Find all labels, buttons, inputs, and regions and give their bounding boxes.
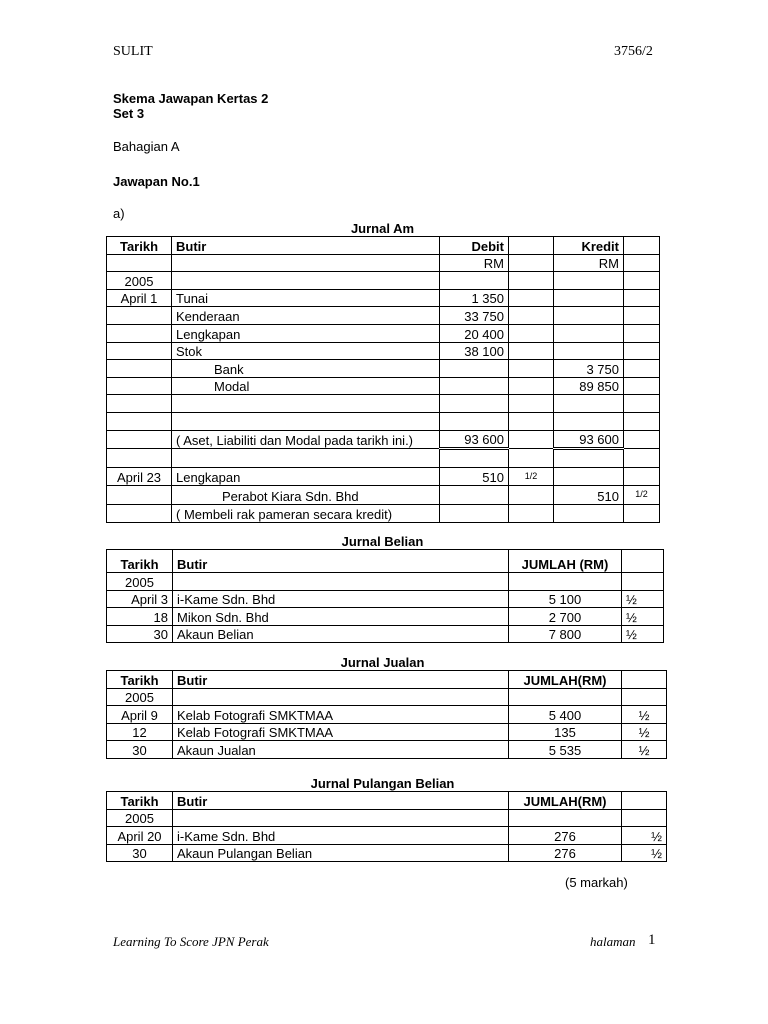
footer-left: Learning To Score JPN Perak (113, 934, 269, 949)
table-row (107, 430, 660, 449)
col-tarikh: Tarikh (107, 792, 173, 810)
year-cell: 2005 (107, 809, 173, 827)
cell-butir: Kelab Fotografi SMKTMAA (173, 723, 509, 741)
col-jumlah: JUMLAH(RM) (509, 671, 622, 689)
cell-kredit (554, 307, 624, 325)
col-jumlah: JUMLAH(RM) (509, 792, 622, 810)
cell-debit (440, 360, 509, 378)
cell-butir: Akaun Jualan (173, 741, 509, 759)
cell-kredit: 89 850 (554, 377, 624, 395)
cell-tarikh: 12 (107, 723, 173, 741)
footer-page-number: 1 (648, 932, 656, 948)
question-label: Jawapan No.1 (113, 174, 200, 189)
cell-tarikh: April 20 (107, 827, 173, 845)
table-row (107, 625, 664, 643)
cell-jumlah: 135 (509, 723, 622, 741)
cell-debit: 1 350 (440, 289, 509, 307)
cell-butir: Stok (172, 342, 440, 360)
table-header-row (107, 671, 667, 689)
cell-butir: Tunai (172, 289, 440, 307)
cell-debit: 33 750 (440, 307, 509, 325)
cell-mark: ½ (622, 625, 664, 643)
table-row (107, 254, 660, 272)
col-butir: Butir (172, 237, 440, 255)
cell-kredit (554, 342, 624, 360)
table-row (107, 688, 667, 706)
cell-butir: Lengkapan (172, 467, 440, 486)
cell-butir: i-Kame Sdn. Bhd (173, 590, 509, 608)
cell-tarikh: 18 (107, 608, 173, 626)
table-row (107, 272, 660, 290)
jurnal-jualan-table (106, 670, 667, 759)
cell-tarikh: 30 (107, 844, 173, 862)
cell-butir: i-Kame Sdn. Bhd (173, 827, 509, 845)
jurnal-pulangan-table (106, 791, 667, 862)
cell-butir: Akaun Pulangan Belian (173, 844, 509, 862)
table-row (107, 827, 667, 845)
cell-butir: Kenderaan (172, 307, 440, 325)
year-cell: 2005 (107, 688, 173, 706)
col-tarikh: Tarikh (107, 671, 173, 689)
cell-mark: ½ (622, 844, 667, 862)
cell-jumlah: 5 535 (509, 741, 622, 759)
cell-jumlah: 2 700 (509, 608, 622, 626)
table-row (107, 590, 664, 608)
col-kredit: Kredit (554, 237, 624, 255)
cell-jumlah: 7 800 (509, 625, 622, 643)
col-debit: Debit (440, 237, 509, 255)
cell-tarikh: 30 (107, 741, 173, 759)
marks-total: (5 markah) (565, 875, 628, 890)
col-tarikh: Tarikh (107, 550, 173, 573)
cell-jumlah: 276 (509, 844, 622, 862)
col-butir: Butir (173, 792, 509, 810)
jurnal-belian-table (106, 549, 664, 643)
cell-debit: 38 100 (440, 342, 509, 360)
cell-tarikh: April 23 (107, 467, 172, 486)
cell-tarikh: April 9 (107, 706, 173, 724)
year-cell: 2005 (107, 573, 173, 591)
cell-butir: Kelab Fotografi SMKTMAA (173, 706, 509, 724)
cell-tarikh: April 1 (107, 289, 172, 307)
header-sulit: SULIT (113, 44, 153, 59)
cell-kredit (554, 324, 624, 342)
year-cell: 2005 (107, 272, 172, 290)
total-kredit: 93 600 (554, 430, 624, 449)
unit-debit: RM (440, 254, 509, 272)
footer-page-label: halaman (590, 934, 636, 949)
table-row (107, 395, 660, 413)
cell-kredit: 510 (554, 486, 624, 505)
table-header-row (107, 550, 664, 573)
cell-butir: Akaun Belian (173, 625, 509, 643)
table-row (107, 412, 660, 430)
table-header-row (107, 792, 667, 810)
header-code: 3756/2 (614, 44, 653, 59)
jurnal-pulangan-title: Jurnal Pulangan Belian (310, 776, 455, 791)
col-tarikh: Tarikh (107, 237, 172, 255)
table-row (107, 504, 660, 522)
table-row (107, 467, 660, 486)
table-row (107, 307, 660, 325)
table-header-row (107, 237, 660, 255)
part-label: a) (113, 206, 125, 221)
table-row (107, 324, 660, 342)
cell-butir: Mikon Sdn. Bhd (173, 608, 509, 626)
cell-tarikh: April 3 (107, 590, 173, 608)
jurnal-am-table (106, 236, 660, 523)
cell-mark: ½ (622, 741, 667, 759)
doc-title: Skema Jawapan Kertas 2 (113, 91, 269, 106)
section-label: Bahagian A (113, 139, 180, 154)
cell-debit: 510 (440, 467, 509, 486)
narration-1: ( Aset, Liabiliti dan Modal pada tarikh ini.) (172, 430, 440, 449)
jurnal-belian-title: Jurnal Belian (341, 534, 424, 549)
jurnal-jualan-title: Jurnal Jualan (340, 655, 425, 670)
cell-mark: ½ (622, 590, 664, 608)
cell-jumlah: 276 (509, 827, 622, 845)
jurnal-am-title: Jurnal Am (350, 221, 415, 236)
cell-kredit (554, 289, 624, 307)
cell-kredit: 3 750 (554, 360, 624, 378)
table-row (107, 573, 664, 591)
table-row (107, 377, 660, 395)
table-row (107, 706, 667, 724)
table-row (107, 608, 664, 626)
col-butir: Butir (173, 550, 509, 573)
cell-debit: 20 400 (440, 324, 509, 342)
cell-mark: ½ (622, 608, 664, 626)
table-row (107, 741, 667, 759)
table-row (107, 723, 667, 741)
table-row (107, 289, 660, 307)
cell-butir: Lengkapan (172, 324, 440, 342)
doc-set: Set 3 (113, 106, 145, 121)
cell-butir: Bank (172, 360, 440, 378)
cell-mark: ½ (622, 706, 667, 724)
unit-kredit: RM (554, 254, 624, 272)
table-row (107, 449, 660, 468)
mark-debit: 1/2 (509, 467, 554, 486)
cell-butir: Modal (172, 377, 440, 395)
cell-jumlah: 5 400 (509, 706, 622, 724)
cell-butir: Perabot Kiara Sdn. Bhd (172, 486, 440, 505)
narration-2: ( Membeli rak pameran secara kredit) (172, 504, 440, 522)
table-row (107, 486, 660, 505)
cell-mark: ½ (622, 723, 667, 741)
table-row (107, 342, 660, 360)
mark-kredit: 1/2 (624, 486, 660, 505)
cell-jumlah: 5 100 (509, 590, 622, 608)
table-row (107, 809, 667, 827)
total-debit: 93 600 (440, 430, 509, 449)
cell-debit (440, 377, 509, 395)
col-butir: Butir (173, 671, 509, 689)
table-row (107, 360, 660, 378)
cell-mark: ½ (622, 827, 667, 845)
cell-tarikh: 30 (107, 625, 173, 643)
col-jumlah: JUMLAH (RM) (509, 550, 622, 573)
table-row (107, 844, 667, 862)
